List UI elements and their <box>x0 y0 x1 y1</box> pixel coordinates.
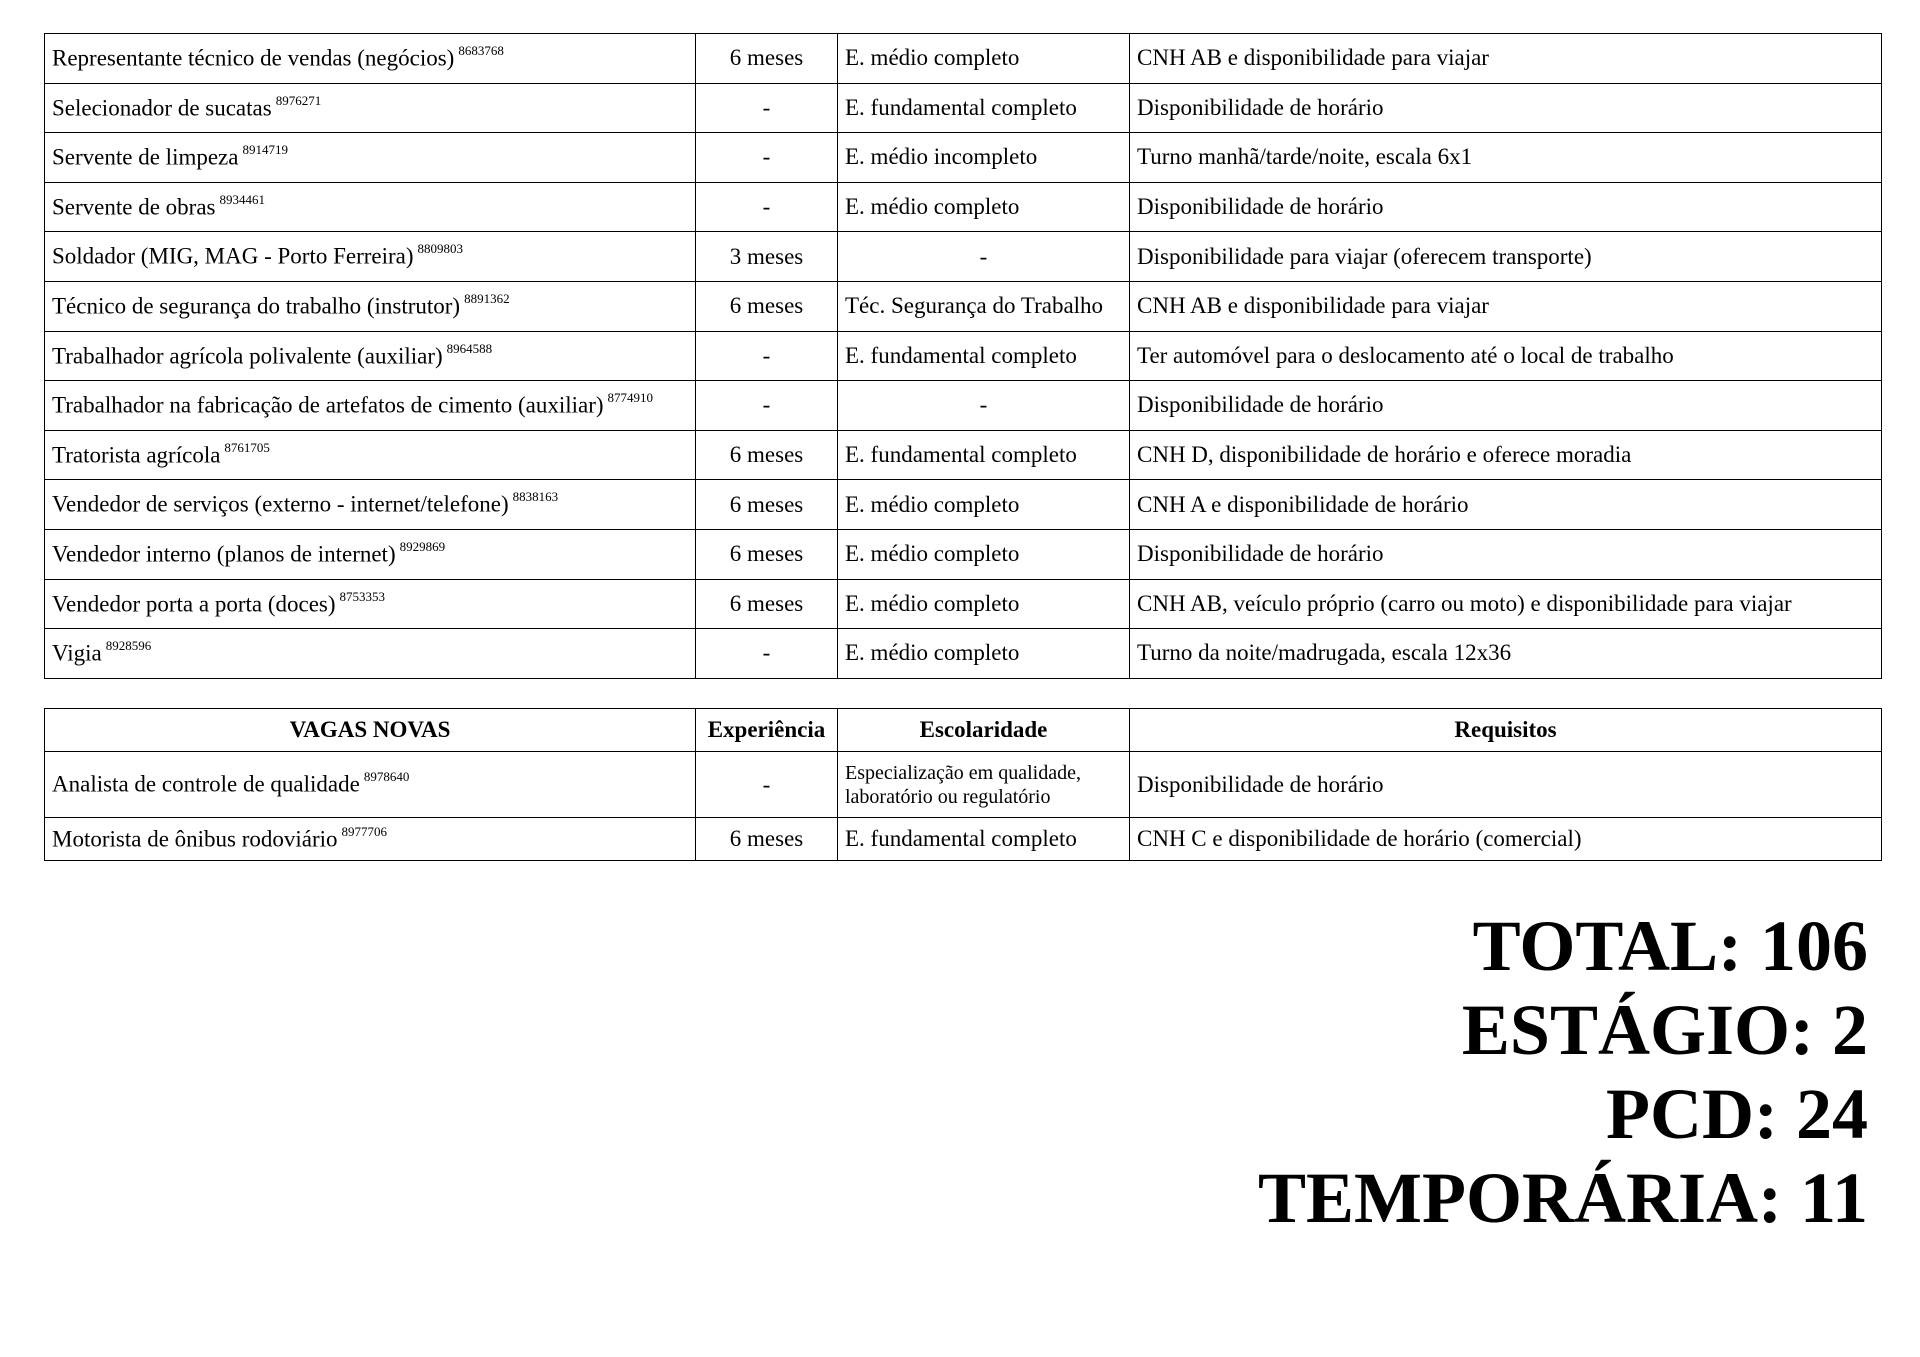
table-row <box>45 430 1882 480</box>
requirements-cell: Turno manhã/tarde/noite, escala 6x1 <box>1130 133 1882 183</box>
totals-summary <box>1258 904 1868 1240</box>
experience-cell: 6 meses <box>696 579 838 629</box>
requirements-cell: Turno da noite/madrugada, escala 12x36 <box>1130 629 1882 679</box>
temporaria-count: TEMPORÁRIA: 11 <box>1258 1158 1868 1238</box>
job-code: 8929869 <box>399 538 446 554</box>
job-code: 8928596 <box>105 638 152 654</box>
experience-cell: 6 meses <box>696 529 838 579</box>
education-cell: E. fundamental completo <box>838 818 1130 861</box>
table-row <box>45 579 1882 629</box>
job-title: Motorista de ônibus rodoviário <box>52 826 338 852</box>
requirements-cell: Disponibilidade de horário <box>1130 182 1882 232</box>
job-code: 8914719 <box>242 142 288 158</box>
total-count: TOTAL: 106 <box>1472 906 1868 986</box>
requirements-cell: Disponibilidade para viajar (oferecem transporte) <box>1130 232 1882 282</box>
education-cell: E. médio completo <box>838 182 1130 232</box>
job-title: Representante técnico de vendas (negócios) <box>52 45 455 71</box>
job-title: Analista de controle de qualidade <box>52 771 360 797</box>
job-title-cell <box>45 34 696 84</box>
experience-cell: - <box>696 83 838 133</box>
new-jobs-header-row <box>45 709 1882 752</box>
experience-cell: 6 meses <box>696 480 838 530</box>
job-code: 8753353 <box>339 588 386 604</box>
new-jobs-table <box>44 708 1882 861</box>
job-title-cell <box>45 232 696 282</box>
pcd-count: PCD: 24 <box>1606 1074 1868 1154</box>
job-code: 8934461 <box>219 191 265 207</box>
experience-cell: 6 meses <box>696 281 838 331</box>
header-requisitos: Requisitos <box>1130 709 1882 752</box>
table-row <box>45 331 1882 381</box>
job-title: Soldador (MIG, MAG - Porto Ferreira) <box>52 244 414 269</box>
requirements-cell: Disponibilidade de horário <box>1130 381 1882 431</box>
requirements-cell: Disponibilidade de horário <box>1130 83 1882 133</box>
table-row <box>45 182 1882 232</box>
job-title-cell <box>45 331 696 381</box>
education-cell: E. médio completo <box>838 529 1130 579</box>
experience-cell: 6 meses <box>696 34 838 84</box>
job-title-cell <box>45 529 696 579</box>
job-title-cell <box>45 430 696 480</box>
requirements-cell: CNH A e disponibilidade de horário <box>1130 480 1882 530</box>
experience-cell: 6 meses <box>696 430 838 480</box>
job-title: Tratorista agrícola <box>52 442 221 468</box>
job-title: Trabalhador na fabricação de artefatos de cimento (auxiliar) <box>52 392 604 418</box>
experience-cell: - <box>696 133 838 183</box>
job-listings-table <box>44 33 1882 679</box>
job-title-cell <box>45 579 696 629</box>
experience-cell: - <box>696 381 838 431</box>
requirements-cell: Ter automóvel para o deslocamento até o local de trabalho <box>1130 331 1882 381</box>
table-row <box>45 83 1882 133</box>
education-cell: - <box>838 381 1130 431</box>
job-title: Trabalhador agrícola polivalente (auxiliar) <box>52 343 443 369</box>
job-code: 8683768 <box>458 42 504 58</box>
job-title: Vendedor de serviços (externo - internet/telefone) <box>52 491 509 517</box>
requirements-cell: Disponibilidade de horário <box>1130 752 1882 818</box>
table-row <box>45 529 1882 579</box>
education-cell: E. médio completo <box>838 34 1130 84</box>
education-cell: E. médio incompleto <box>838 133 1130 183</box>
experience-cell: 6 meses <box>696 818 838 861</box>
job-title-cell <box>45 480 696 530</box>
header-vagas-novas: VAGAS NOVAS <box>45 709 696 752</box>
new-jobs-body <box>45 752 1882 861</box>
job-code: 8838163 <box>512 489 559 505</box>
job-title: Técnico de segurança do trabalho (instrutor) <box>52 293 461 319</box>
job-code: 8809803 <box>417 241 464 257</box>
table-row <box>45 752 1882 818</box>
education-cell: E. fundamental completo <box>838 430 1130 480</box>
job-title-cell <box>45 381 696 431</box>
job-title-cell <box>45 83 696 133</box>
job-code: 8761705 <box>224 439 270 455</box>
job-title-cell <box>45 629 696 679</box>
job-title: Vendedor interno (planos de internet) <box>52 541 396 567</box>
experience-cell: - <box>696 182 838 232</box>
requirements-cell: CNH AB e disponibilidade para viajar <box>1130 281 1882 331</box>
job-code: 8891362 <box>464 290 510 306</box>
table-row <box>45 381 1882 431</box>
job-code: 8964588 <box>446 340 493 356</box>
table-row <box>45 629 1882 679</box>
header-experiencia: Experiência <box>696 709 838 752</box>
job-title-cell <box>45 133 696 183</box>
experience-cell: - <box>696 752 838 818</box>
job-title: Servente de limpeza <box>52 144 239 170</box>
estagio-count: ESTÁGIO: 2 <box>1461 990 1868 1070</box>
job-title: Vigia <box>52 640 102 666</box>
table-row <box>45 818 1882 861</box>
job-listings-body <box>45 34 1882 679</box>
requirements-cell: CNH AB, veículo próprio (carro ou moto) e disponibilidade para viajar <box>1130 579 1882 629</box>
requirements-cell: CNH C e disponibilidade de horário (comercial) <box>1130 818 1882 861</box>
job-title: Servente de obras <box>52 194 216 220</box>
job-title-cell <box>45 752 696 818</box>
experience-cell: 3 meses <box>696 232 838 282</box>
table-row <box>45 281 1882 331</box>
job-code: 8978640 <box>363 769 410 785</box>
table-row <box>45 34 1882 84</box>
requirements-cell: Disponibilidade de horário <box>1130 529 1882 579</box>
table-row <box>45 133 1882 183</box>
table-row <box>45 480 1882 530</box>
education-cell: Téc. Segurança do Trabalho <box>838 281 1130 331</box>
requirements-cell: CNH D, disponibilidade de horário e oferece moradia <box>1130 430 1882 480</box>
education-cell: E. fundamental completo <box>838 331 1130 381</box>
job-code: 8977706 <box>341 823 388 839</box>
education-cell: E. médio completo <box>838 579 1130 629</box>
education-cell: E. médio completo <box>838 480 1130 530</box>
job-code: 8774910 <box>607 390 654 406</box>
education-cell: - <box>838 232 1130 282</box>
education-cell: Especialização em qualidade, laboratório ou regulatório <box>838 752 1130 818</box>
table-row <box>45 232 1882 282</box>
experience-cell: - <box>696 331 838 381</box>
job-title: Vendedor porta a porta (doces) <box>52 591 336 617</box>
job-title: Selecionador de sucatas <box>52 95 272 121</box>
experience-cell: - <box>696 629 838 679</box>
job-title-cell <box>45 182 696 232</box>
education-cell: E. médio completo <box>838 629 1130 679</box>
requirements-cell: CNH AB e disponibilidade para viajar <box>1130 34 1882 84</box>
job-title-cell <box>45 281 696 331</box>
job-code: 8976271 <box>275 92 322 108</box>
education-cell: E. fundamental completo <box>838 83 1130 133</box>
header-escolaridade: Escolaridade <box>838 709 1130 752</box>
job-title-cell <box>45 818 696 861</box>
